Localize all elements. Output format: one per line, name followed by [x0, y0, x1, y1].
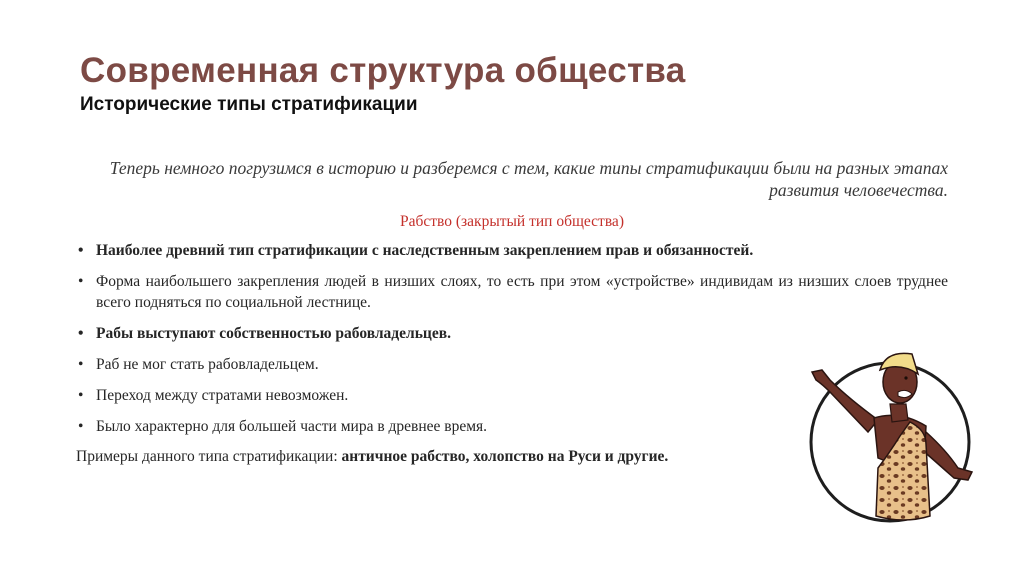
bullet-item — [76, 240, 948, 261]
bullet-item — [76, 271, 948, 313]
slide-subtitle: Исторические типы стратификации — [80, 94, 418, 115]
bullet-icon: • — [78, 273, 84, 290]
bullet-icon: • — [78, 242, 84, 259]
section-heading: Рабство (закрытый тип общества) — [400, 213, 624, 230]
bullet-text: Форма наибольшего закрепления людей в низших слоях, то есть при этом «устройстве» индивидам из низших слоев труднее всего подняться по социальной лестнице. — [96, 273, 948, 311]
intro-text: Теперь немного погрузимся в историю и разберемся с тем, какие типы стратификации были на разных этапах развития человечества. — [109, 158, 948, 200]
examples-prefix: Примеры данного типа стратификации: — [76, 448, 342, 465]
bullet-text: Переход между стратами невозможен. — [96, 387, 349, 404]
bullet-icon: • — [78, 387, 84, 404]
examples-bold: античное рабство, холопство на Руси и другие. — [341, 448, 669, 465]
bullet-icon: • — [78, 356, 84, 373]
slave-figure-illustration — [808, 340, 976, 525]
slide-title: Современная структура общества — [80, 51, 686, 90]
bullet-text: Наиболее древний тип стратификации с наследственным закреплением прав и обязанностей. — [96, 242, 754, 259]
bullet-icon: • — [78, 325, 84, 342]
bullet-text: Раб не мог стать рабовладельцем. — [96, 356, 319, 373]
bullet-icon: • — [78, 418, 84, 435]
bullet-text: Рабы выступают собственностью рабовладельцев. — [96, 325, 451, 342]
bullet-text: Было характерно для большей части мира в древнее время. — [96, 418, 488, 435]
